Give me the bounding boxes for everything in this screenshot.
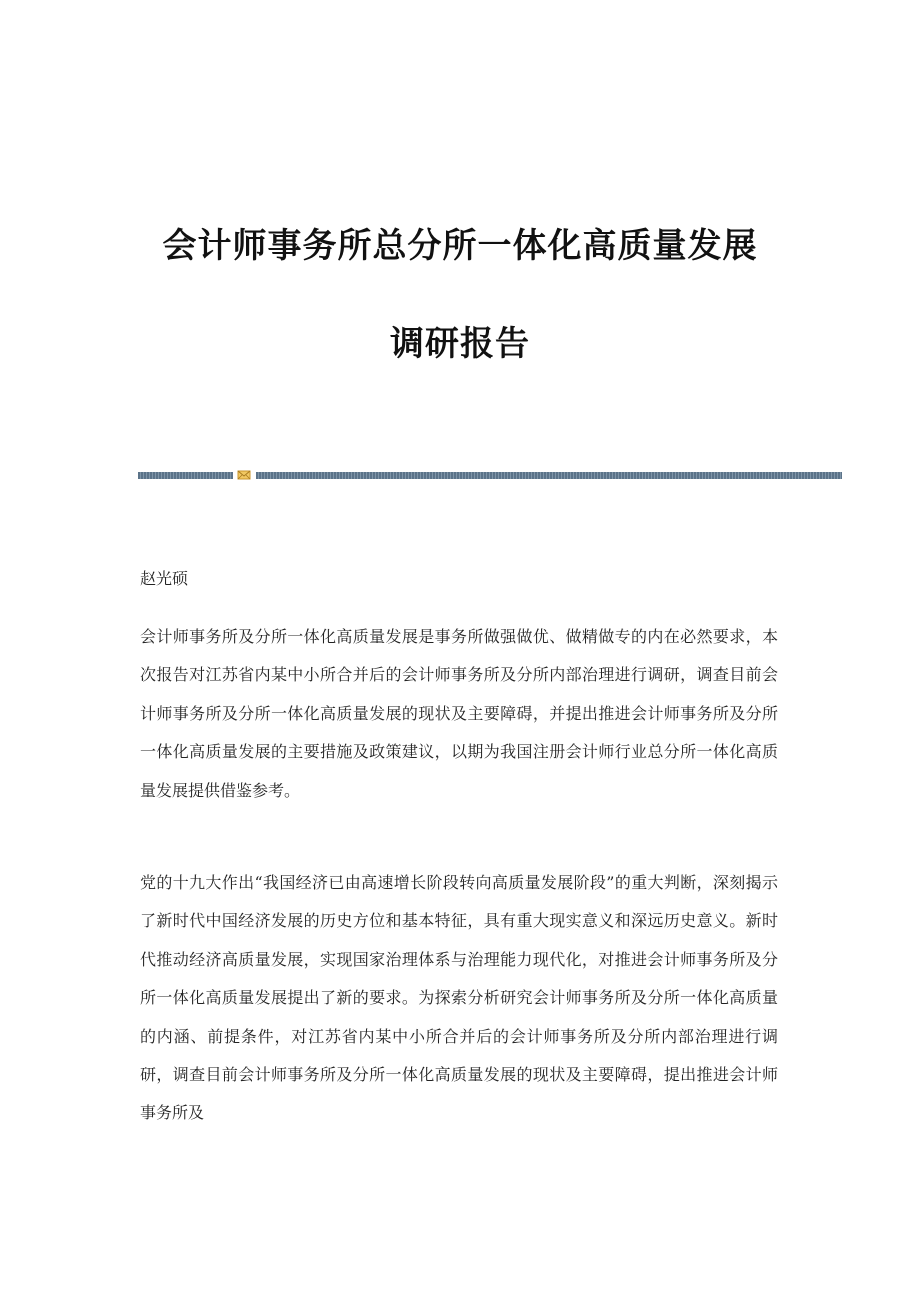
- paragraph-abstract: 会计师事务所及分所一体化高质量发展是事务所做强做优、做精做专的内在必然要求，本次报告对江苏省内某中小所合并后的会计师事务所及分所内部治理进行调研，调查目前会计师事务所及分所一体化高质量发展的现状及主要障碍，并提出推进会计师事务所及分所一体化高质量发展的主要措施及政策建议，以期为我国注册会计师行业总分所一体化高质量发展提供借鉴参考。: [140, 627, 778, 800]
- title-divider: [138, 469, 842, 481]
- document-title-line-2: 调研报告: [390, 324, 530, 364]
- paragraph-body: 党的十九大作出“我国经济已由高速增长阶段转向高质量发展阶段”的重大判断，深刻揭示了新时代中国经济发展的历史方位和基本特征，具有重大现实意义和深远历史意义。新时代推动经济高质量发展，实现国家治理体系与治理能力现代化，对推进会计师事务所及分所一体化高质量发展提出了新的要求。为探索分析研究会计师事务所及分所一体化高质量的内涵、前提条件，对江苏省内某中小所合并后的会计师事务所及分所内部治理进行调研，调查目前会计师事务所及分所一体化高质量发展的现状及主要障碍，提出推进会计师事务所及: [140, 873, 778, 1123]
- document-title-line-1: 会计师事务所总分所一体化高质量发展: [162, 226, 758, 266]
- divider-bar-left: [138, 472, 233, 479]
- author-name: 赵光硕: [140, 569, 189, 588]
- divider-bar-right: [256, 472, 842, 479]
- decorative-ornament-icon: [237, 469, 251, 481]
